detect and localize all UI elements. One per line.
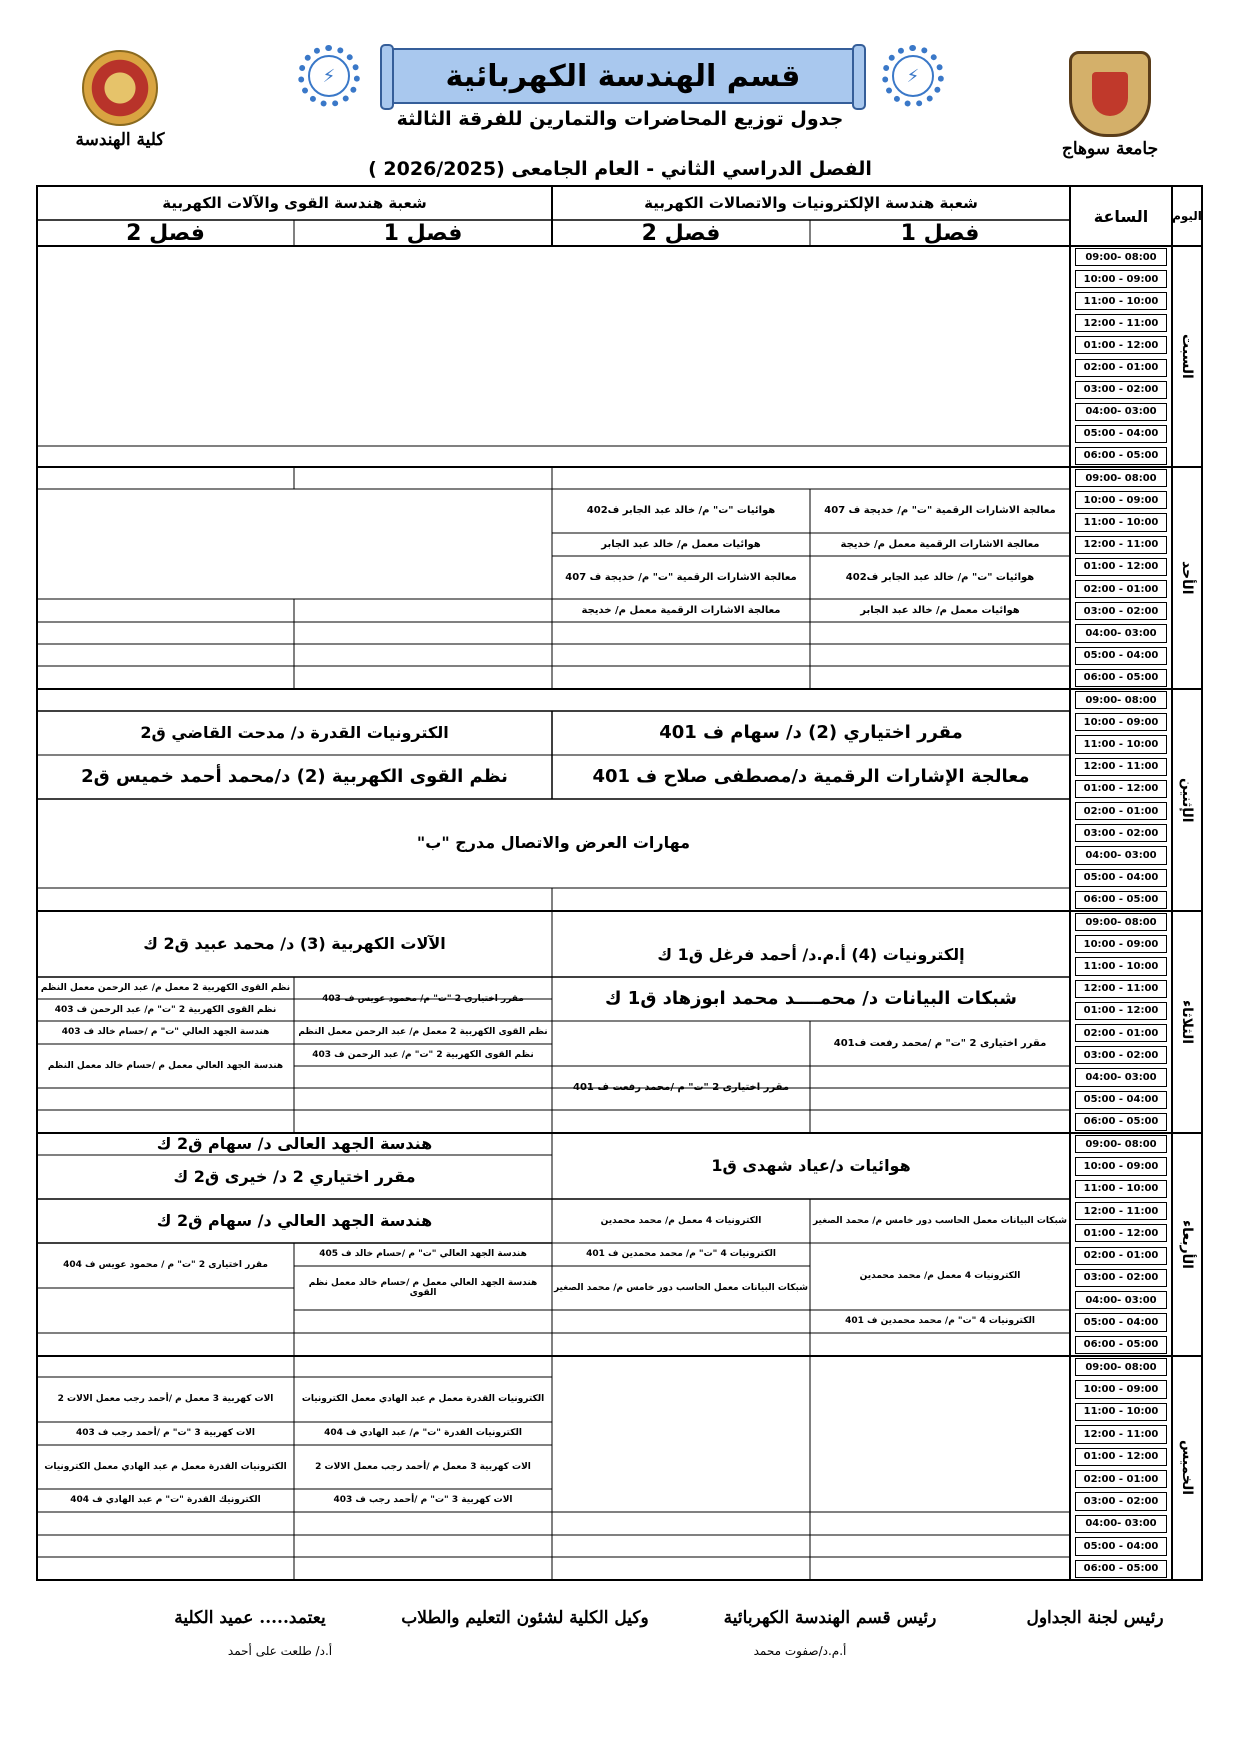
time-slot-tuesday-10: 06:00 - 05:00	[1075, 1113, 1167, 1131]
time-slot-tuesday-4: 12:00 - 11:00	[1075, 980, 1167, 998]
thursday-p1-slot-c: الات كهربية 3 معمل م /أحمد رجب معمل الالات 2	[315, 1461, 531, 1472]
tuesday-p1-slot-d: نظم القوى الكهربية 2 "ت" م/ عبد الرحمن ف 403	[312, 1049, 534, 1060]
time-slot-monday-2: 10:00 - 09:00	[1075, 713, 1167, 731]
time-slot-wednesday-8: 04:00- 03:00	[1075, 1291, 1167, 1309]
tuesday-power-a: الآلات الكهربية (3) د/ محمد عبيد ق2 ك	[143, 933, 446, 953]
thursday-p1-slot-b: الكترونيات القدرة "ت" م/ عبد الهادي ف 404	[324, 1428, 522, 1439]
sunday-e2-slot-d: معالجة الاشارات الرقمية معمل م/ خديجة	[581, 604, 781, 616]
wednesday-e2-slot-b: الكترونيات 4 معمل م/ محمد محمدين	[600, 1215, 762, 1226]
time-slot-sunday-6: 02:00 - 01:00	[1075, 580, 1167, 598]
wednesday-e1-slot-b: شبكات البيانات معمل الحاسب دور خامس م/ محمد الصغير	[812, 1215, 1068, 1226]
time-slot-wednesday-1: 09:00- 08:00	[1075, 1135, 1167, 1153]
sunday-e1-slot-a: معالجة الاشارات الرقمية "ت" م/ خديجة ف 407	[824, 505, 1056, 517]
time-slot-monday-6: 02:00 - 01:00	[1075, 802, 1167, 820]
wednesday-power-b: مقرر اختياري 2 د/ خيرى ق2 ك	[173, 1166, 416, 1186]
tuesday-p2-slot-c: هندسة الجهد العالي "ت" م /حسام خالد ف 403	[61, 1027, 270, 1038]
electronics-fasl-2: فصل 2	[641, 220, 721, 246]
time-slot-sunday-3: 11:00 - 10:00	[1075, 513, 1167, 531]
tuesday-electronics-a: إلكترونيات (4) أ.م.د/ أحمد فرغل ق1 ك	[657, 944, 965, 964]
faculty-logo-text: كلية الهندسة	[75, 130, 165, 150]
time-slot-wednesday-9: 05:00 - 04:00	[1075, 1313, 1167, 1331]
day-tuesday: الثلاثاء	[1179, 999, 1195, 1045]
sunday-e2-slot-a: هوائيات "ت" م/ خالد عبد الجابر ف402	[586, 505, 776, 517]
time-slot-sunday-7: 03:00 - 02:00	[1075, 602, 1167, 620]
signature-dean: يعتمد..... عميد الكلية	[174, 1608, 326, 1628]
time-slot-wednesday-4: 12:00 - 11:00	[1075, 1202, 1167, 1220]
time-slot-sunday-4: 12:00 - 11:00	[1075, 536, 1167, 554]
wednesday-p1-slot-e: هندسة الجهد العالي معمل م /حسام خالد معمل نظم القوى	[308, 1277, 538, 1298]
day-saturday: السبت	[1179, 334, 1195, 379]
time-slot-monday-8: 04:00- 03:00	[1075, 846, 1167, 864]
time-slot-wednesday-7: 03:00 - 02:00	[1075, 1269, 1167, 1287]
wednesday-power-c: هندسة الجهد العالي د/ سهام ق2 ك	[156, 1210, 433, 1230]
tuesday-p1-slot-b: مقرر اختيارى 2 "ت" م/ محمود عويس ف 403	[322, 993, 524, 1004]
time-slot-thursday-2: 10:00 - 09:00	[1075, 1380, 1167, 1398]
time-slot-sunday-1: 09:00- 08:00	[1075, 469, 1167, 487]
time-slot-sunday-5: 01:00 - 12:00	[1075, 558, 1167, 576]
time-slot-thursday-4: 12:00 - 11:00	[1075, 1425, 1167, 1443]
time-slot-thursday-8: 04:00- 03:00	[1075, 1515, 1167, 1533]
time-slot-saturday-1: 09:00- 08:00	[1075, 248, 1167, 266]
thursday-p2-slot-c: الكترونيات القدرة معمل م عبد الهادي معمل الكترونيات	[44, 1461, 287, 1472]
branch-power-header: شعبة هندسة القوى والآلات الكهربية	[162, 194, 427, 212]
tuesday-p2-slot-a: نظم القوى الكهربية 2 معمل م/ عبد الرحمن معمل النظم	[40, 982, 291, 993]
time-slot-thursday-7: 03:00 - 02:00	[1075, 1492, 1167, 1510]
time-column-header: الساعة	[1093, 206, 1149, 226]
monday-common-course: مهارات العرض والاتصال مدرج "ب"	[416, 833, 691, 853]
time-slot-monday-10: 06:00 - 05:00	[1075, 891, 1167, 909]
time-slot-saturday-5: 01:00 - 12:00	[1075, 336, 1167, 354]
semester-line: الفصل الدراسي الثاني - العام الجامعى (2026/2025 )	[368, 158, 872, 180]
time-slot-wednesday-3: 11:00 - 10:00	[1075, 1180, 1167, 1198]
university-logo-text: جامعة سوهاج	[1061, 139, 1159, 159]
time-slot-thursday-5: 01:00 - 12:00	[1075, 1448, 1167, 1466]
time-slot-saturday-10: 06:00 - 05:00	[1075, 447, 1167, 465]
day-column-header: اليوم	[1172, 209, 1202, 223]
time-slot-thursday-6: 02:00 - 01:00	[1075, 1470, 1167, 1488]
schedule-subtitle: جدول توزيع المحاضرات والتمارين للفرقة الثالثة	[396, 108, 844, 130]
time-slot-tuesday-8: 04:00- 03:00	[1075, 1068, 1167, 1086]
wednesday-e2-slot-d: شبكات البيانات معمل الحاسب دور خامس م/ محمد الصغير	[553, 1282, 809, 1293]
time-slot-monday-1: 09:00- 08:00	[1075, 691, 1167, 709]
monday-electronics-b: معالجة الإشارات الرقمية د/مصطفى صلاح ف 401	[592, 765, 1030, 787]
wednesday-e1-slot-c: الكترونيات 4 معمل م/ محمد محمدين	[859, 1271, 1021, 1282]
thursday-p1-slot-a: الكترونيات القدرة معمل م عبد الهادي معمل الكترونيات	[301, 1394, 545, 1405]
time-slot-sunday-9: 05:00 - 04:00	[1075, 647, 1167, 665]
time-slot-wednesday-2: 10:00 - 09:00	[1075, 1157, 1167, 1175]
time-slot-thursday-3: 11:00 - 10:00	[1075, 1403, 1167, 1421]
time-slot-thursday-10: 06:00 - 05:00	[1075, 1560, 1167, 1578]
sunday-e1-slot-b: معالجة الاشارات الرقمية معمل م/ خديجة	[840, 538, 1040, 550]
time-slot-monday-4: 12:00 - 11:00	[1075, 758, 1167, 776]
time-slot-tuesday-6: 02:00 - 01:00	[1075, 1024, 1167, 1042]
wednesday-power-a: هندسة الجهد العالى د/ سهام ق2 ك	[156, 1133, 433, 1153]
signature-schedule-committee: رئيس لجنة الجداول	[1026, 1608, 1164, 1628]
wednesday-p1-slot-d: هندسة الجهد العالي "ت" م /حسام خالد ف 405	[319, 1249, 527, 1260]
time-slot-tuesday-3: 11:00 - 10:00	[1075, 957, 1167, 975]
monday-electronics-a: مقرر اختياري (2) د/ سهام ف 401	[659, 721, 963, 743]
time-slot-sunday-2: 10:00 - 09:00	[1075, 491, 1167, 509]
time-slot-sunday-10: 06:00 - 05:00	[1075, 669, 1167, 687]
tuesday-e1-slot-c: مقرر اختيارى 2 "ت" م /محمد رفعت ف401	[833, 1037, 1047, 1049]
branch-electronics-header: شعبة هندسة الإلكترونيات والاتصالات الكهربية	[644, 194, 978, 212]
time-slot-monday-3: 11:00 - 10:00	[1075, 735, 1167, 753]
thursday-p2-slot-b: الات كهربية 3 "ت" م /أحمد رجب ف 403	[76, 1428, 256, 1439]
tuesday-p2-slot-b: نظم القوى الكهربية 2 "ت" م/ عبد الرحمن ف 403	[54, 1004, 277, 1015]
thursday-p2-slot-a: الات كهربية 3 معمل م /أحمد رجب معمل الالات 2	[57, 1394, 274, 1405]
wednesday-e2-slot-c: الكترونيات 4 "ت" م/ محمد محمدين ف 401	[586, 1249, 776, 1260]
power-fasl-1: فصل 1	[383, 220, 463, 246]
time-slot-monday-5: 01:00 - 12:00	[1075, 780, 1167, 798]
monday-power-a: الكترونيات القدرة د/ مدحت القاضي ق2	[140, 722, 449, 742]
time-slot-tuesday-1: 09:00- 08:00	[1075, 913, 1167, 931]
thursday-p1-slot-d: الات كهربية 3 "ت" م /أحمد رجب ف 403	[333, 1495, 513, 1506]
tuesday-e2-slot-c: مقرر اختيارى 2 "ت" م /محمد رفعت ف 401	[572, 1082, 790, 1094]
sunday-e1-slot-c: هوائيات "ت" م/ خالد عبد الجابر ف402	[845, 571, 1035, 583]
wednesday-electronics-a: هوائيات د/عياد شهدى ق1	[711, 1155, 911, 1175]
sunday-e2-slot-c: معالجة الاشارات الرقمية "ت" م/ خديجة ف 407	[565, 571, 797, 583]
day-thursday: الخميس	[1179, 1440, 1195, 1496]
time-slot-sunday-8: 04:00- 03:00	[1075, 624, 1167, 642]
wednesday-p2-slot-d: مقرر اختيارى 2 "ت" م / محمود عويس ف 404	[63, 1260, 268, 1271]
time-slot-saturday-9: 05:00 - 04:00	[1075, 425, 1167, 443]
day-wednesday: الأربعاء	[1179, 1220, 1195, 1269]
signature-department-head-name: أ.م.د/صفوت محمد	[753, 1644, 847, 1658]
signature-dean-name: أ.د/ طلعت على أحمد	[227, 1644, 333, 1658]
time-slot-monday-9: 05:00 - 04:00	[1075, 869, 1167, 887]
power-fasl-2: فصل 2	[126, 220, 205, 246]
time-slot-tuesday-7: 03:00 - 02:00	[1075, 1046, 1167, 1064]
time-slot-saturday-8: 04:00- 03:00	[1075, 403, 1167, 421]
day-sunday: الأحد	[1179, 561, 1195, 595]
tuesday-p1-slot-c: نظم القوى الكهربية 2 معمل م/ عبد الرحمن معمل النظم	[298, 1027, 548, 1038]
sunday-e1-slot-d: هوائيات معمل م/ خالد عبد الجابر	[860, 604, 1020, 616]
time-slot-saturday-2: 10:00 - 09:00	[1075, 270, 1167, 288]
time-slot-wednesday-10: 06:00 - 05:00	[1075, 1336, 1167, 1354]
signature-department-head: رئيس قسم الهندسة الكهربائية	[723, 1608, 937, 1628]
time-slot-monday-7: 03:00 - 02:00	[1075, 824, 1167, 842]
thursday-p2-slot-d: الكترونيك القدرة "ت" م عبد الهادي ف 404	[70, 1495, 261, 1506]
tower-icon: ⚡	[892, 55, 934, 97]
time-slot-tuesday-9: 05:00 - 04:00	[1075, 1091, 1167, 1109]
monday-power-b: نظم القوى الكهربية (2) د/محمد أحمد خميس ق2	[81, 765, 508, 787]
wednesday-e1-slot-d: الكترونيات 4 "ت" م/ محمد محمدين ف 401	[845, 1316, 1035, 1327]
signature-vice-dean: وكيل الكلية لشئون التعليم والطلاب	[401, 1608, 649, 1628]
time-slot-tuesday-2: 10:00 - 09:00	[1075, 935, 1167, 953]
tuesday-p2-slot-d: هندسة الجهد العالي معمل م /حسام خالد معمل النظم	[47, 1060, 284, 1071]
time-slot-wednesday-6: 02:00 - 01:00	[1075, 1247, 1167, 1265]
time-slot-saturday-3: 11:00 - 10:00	[1075, 292, 1167, 310]
time-slot-thursday-1: 09:00- 08:00	[1075, 1358, 1167, 1376]
time-slot-wednesday-5: 01:00 - 12:00	[1075, 1224, 1167, 1242]
tuesday-electronics-b: شبكات البيانات د/ محمــــد محمد ابوزهاد ق1 ك	[605, 987, 1017, 1009]
time-slot-saturday-4: 12:00 - 11:00	[1075, 314, 1167, 332]
time-slot-saturday-6: 02:00 - 01:00	[1075, 359, 1167, 377]
day-monday: الإثنين	[1179, 777, 1195, 823]
tower-icon: ⚡	[308, 55, 350, 97]
time-slot-tuesday-5: 01:00 - 12:00	[1075, 1002, 1167, 1020]
time-slot-saturday-7: 03:00 - 02:00	[1075, 381, 1167, 399]
time-slot-thursday-9: 05:00 - 04:00	[1075, 1537, 1167, 1555]
sunday-e2-slot-b: هوائيات معمل م/ خالد عبد الجابر	[601, 538, 761, 550]
department-title: قسم الهندسة الكهربائية	[388, 48, 858, 104]
electronics-fasl-1: فصل 1	[900, 220, 980, 246]
